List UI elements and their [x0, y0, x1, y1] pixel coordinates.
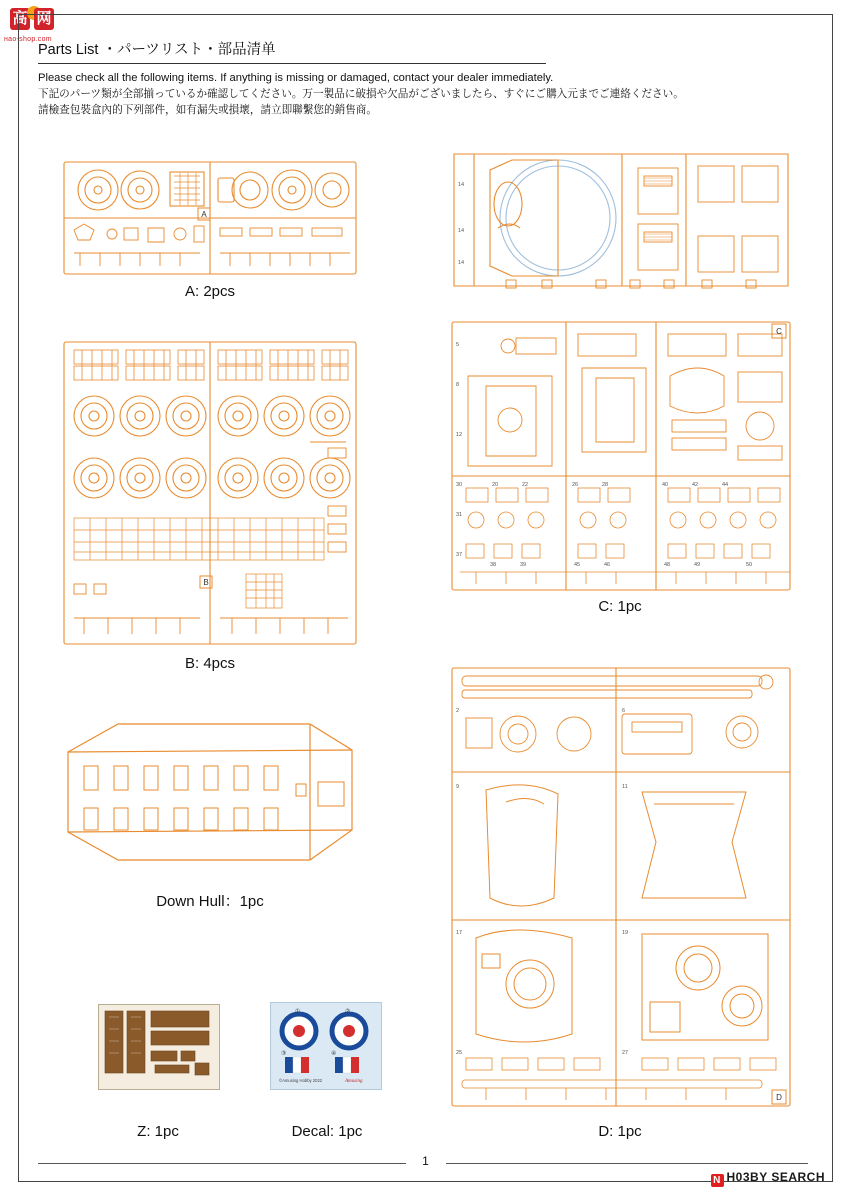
svg-text:19: 19 [622, 930, 629, 936]
svg-text:31: 31 [456, 512, 463, 518]
svg-text:11: 11 [622, 784, 628, 790]
sprue-b-caption: B: 4pcs [184, 655, 236, 672]
down-hull-diagram [60, 710, 360, 875]
sprue-c-diagram [446, 316, 796, 596]
svg-text:②: ② [345, 1009, 351, 1015]
svg-text:46: 46 [604, 562, 611, 568]
sprue-d-diagram [446, 662, 796, 1112]
page-number: 1 [406, 1154, 446, 1168]
svg-text:A: A [201, 210, 207, 219]
upper-hull-diagram [446, 140, 796, 300]
instruction-jp: 下記のパーツ類が全部揃っているか確認してください。万一製品に破損や欠品がございましたら、すぐにご購入元までご連絡ください。 [38, 88, 684, 100]
watermark-char-left: 高 [10, 8, 30, 30]
watermark-char-right: 网 [34, 8, 54, 30]
page-title: Parts List ・パーツリスト・部品清单 [38, 42, 276, 58]
svg-text:27: 27 [622, 1050, 629, 1056]
svg-text:44: 44 [722, 482, 729, 488]
hobby-mark-icon: N [711, 1174, 724, 1187]
sprue-b-diagram [60, 338, 360, 648]
svg-text:40: 40 [662, 482, 669, 488]
sprue-a-caption: A: 2pcs [184, 283, 236, 300]
svg-text:©Amusing Hobby 2022: ©Amusing Hobby 2022 [279, 1078, 323, 1083]
svg-text:26: 26 [572, 482, 579, 488]
svg-text:①: ① [295, 1009, 301, 1015]
svg-text:C: C [776, 327, 782, 336]
svg-text:③: ③ [281, 1051, 287, 1057]
svg-text:37: 37 [456, 552, 463, 558]
svg-text:B: B [203, 578, 209, 587]
instruction-en: Please check all the following items. If anything is missing or damaged, contact your dealer immediately. [38, 72, 554, 84]
svg-text:D: D [776, 1093, 782, 1102]
pe-fret-z-caption: Z: 1pc [137, 1123, 179, 1140]
svg-text:12: 12 [456, 432, 463, 438]
svg-text:④: ④ [331, 1051, 337, 1057]
svg-text:48: 48 [664, 562, 671, 568]
svg-text:14: 14 [458, 260, 465, 266]
svg-text:28: 28 [602, 482, 609, 488]
photo-etch-fret-z [98, 1004, 220, 1090]
svg-text:38: 38 [490, 562, 497, 568]
sprue-a-diagram [60, 158, 360, 278]
decal-caption: Decal: 1pc [291, 1123, 363, 1140]
svg-text:14: 14 [458, 228, 465, 234]
svg-text:50: 50 [746, 562, 753, 568]
title-underline [38, 63, 546, 64]
header-instructions [38, 70, 808, 118]
decal-sheet [270, 1002, 382, 1090]
instruction-cn: 請檢查包裝盒內的下列部件，如有漏失或損壞，請立即聯繫您的銷售商。 [38, 104, 377, 116]
hobby-brand-label: H03BY SEARCH [726, 1170, 825, 1184]
svg-text:45: 45 [574, 562, 581, 568]
svg-text:5: 5 [456, 342, 460, 348]
watermark-url: нао-shop.com [4, 36, 52, 43]
svg-text:Amusing: Amusing [345, 1079, 363, 1084]
svg-text:17: 17 [456, 930, 463, 936]
svg-text:42: 42 [692, 482, 699, 488]
svg-text:2: 2 [456, 708, 460, 714]
svg-text:49: 49 [694, 562, 701, 568]
down-hull-caption: Down Hull：1pc [156, 893, 264, 910]
svg-text:20: 20 [492, 482, 499, 488]
svg-text:14: 14 [458, 182, 465, 188]
svg-text:8: 8 [456, 382, 460, 388]
hobbysearch-brand [711, 1170, 825, 1187]
svg-text:6: 6 [622, 708, 626, 714]
sprue-d-caption: D: 1pc [598, 1123, 642, 1140]
svg-text:25: 25 [456, 1050, 463, 1056]
svg-text:39: 39 [520, 562, 527, 568]
svg-text:22: 22 [522, 482, 529, 488]
header [38, 38, 808, 118]
svg-text:30: 30 [456, 482, 463, 488]
svg-text:9: 9 [456, 784, 460, 790]
sprue-c-caption: C: 1pc [598, 598, 642, 615]
